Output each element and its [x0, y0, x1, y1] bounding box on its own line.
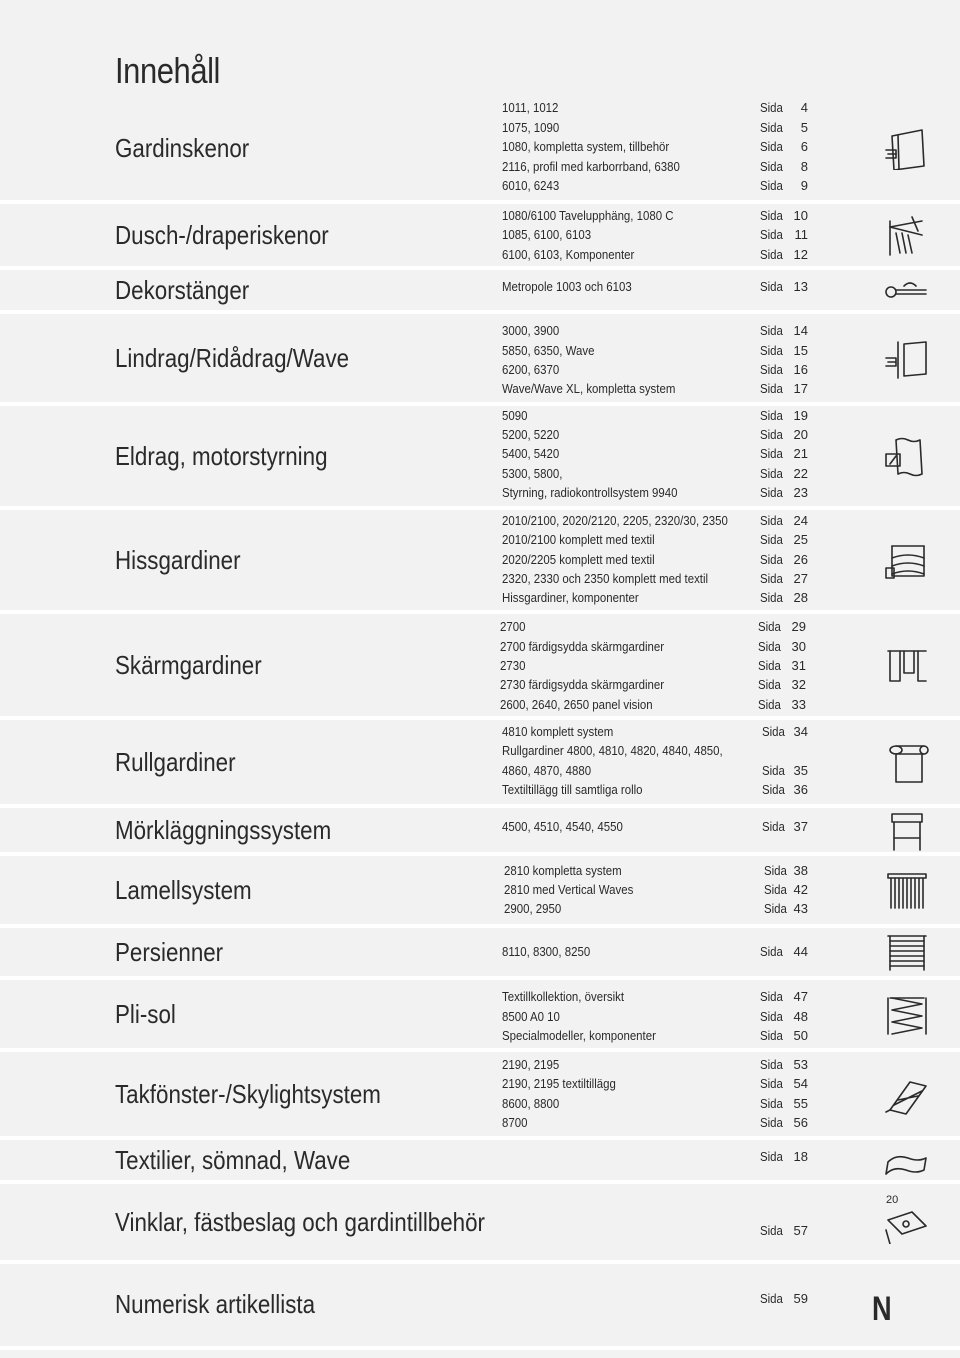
entry-description: 2190, 2195 textiltillägg: [502, 1076, 616, 1091]
toc-entry[interactable]: [0, 741, 960, 761]
entry-page-number: 32: [791, 677, 806, 692]
entry-description: Rullgardiner 4800, 4810, 4820, 4840, 4850,: [502, 743, 723, 758]
entry-description: 1011, 1012: [502, 100, 559, 115]
section-title[interactable]: Skärmgardiner: [115, 650, 262, 680]
entry-page-number: 36: [793, 782, 808, 797]
entry-page-number: 31: [791, 658, 806, 673]
entry-sida-label: Sida: [760, 323, 783, 338]
section-title[interactable]: Textilier, sömnad, Wave: [115, 1145, 351, 1175]
toc-entry[interactable]: [0, 360, 960, 380]
entry-sida-label: Sida: [760, 139, 783, 154]
section-title[interactable]: Dekorstänger: [115, 275, 250, 305]
toc-entry[interactable]: [0, 761, 960, 781]
entry-page-number: 18: [793, 1149, 808, 1164]
motor-control-icon: [882, 434, 930, 478]
entry-sida-label: Sida: [758, 697, 781, 712]
toc-entry[interactable]: [0, 118, 960, 138]
entry-page-number: 12: [793, 247, 808, 262]
entry-sida-label: Sida: [760, 159, 783, 174]
entry-description: 2900, 2950: [504, 901, 562, 916]
page-title: Innehåll: [115, 50, 221, 91]
entry-sida-label: Sida: [760, 1057, 783, 1072]
entry-description: Metropole 1003 och 6103: [502, 279, 632, 294]
entry-page-number: 34: [793, 724, 808, 739]
entry-description: 2116, profil med karborrband, 6380: [502, 159, 680, 174]
entry-page-number: 29: [791, 619, 806, 634]
toc-entry[interactable]: [0, 617, 960, 637]
entry-sida-label: Sida: [758, 619, 781, 634]
entry-page-number: 48: [793, 1009, 808, 1024]
entry-page-number: 8: [800, 159, 808, 174]
venetian-blind-icon: [882, 930, 930, 974]
toc-section: [0, 856, 960, 924]
toc-entry[interactable]: [0, 899, 960, 919]
entry-page-number: 33: [791, 697, 806, 712]
curtain-rod-icon: [882, 270, 930, 314]
entry-page-number: 23: [793, 485, 808, 500]
entry-description: 2730: [500, 658, 526, 673]
entry-sida-label: Sida: [764, 901, 787, 916]
entry-description: 2700 färdigsydda skärmgardiner: [500, 639, 665, 654]
section-title[interactable]: Dusch-/draperiskenor: [115, 220, 329, 250]
toc-entry[interactable]: [0, 98, 960, 118]
entry-page-number: 25: [793, 532, 808, 547]
toc-section: [0, 406, 960, 506]
shower-rail-icon: [882, 213, 930, 257]
entry-description: 3000, 3900: [502, 323, 560, 338]
entry-sida-label: Sida: [760, 408, 783, 423]
entry-sida-label: Sida: [760, 466, 783, 481]
entry-sida-label: Sida: [760, 590, 783, 605]
entry-page-number: 44: [793, 944, 808, 959]
toc-entry[interactable]: [0, 695, 960, 715]
section-title[interactable]: Pli-sol: [115, 999, 176, 1029]
section-title[interactable]: Vinklar, fästbeslag och gardintillbehör: [115, 1207, 486, 1237]
section-title[interactable]: Mörkläggningssystem: [115, 815, 332, 845]
entry-description: 1080/6100 Tavelupphäng, 1080 C: [502, 208, 674, 223]
entry-description: 8500 A0 10: [502, 1009, 560, 1024]
toc-section: [0, 314, 960, 402]
entry-page-number: 26: [793, 552, 808, 567]
entry-page-number: 6: [800, 139, 808, 154]
cord-draw-icon: [882, 336, 930, 380]
entry-description: Hissgardiner, komponenter: [502, 590, 639, 605]
toc-entry[interactable]: [0, 321, 960, 341]
entry-page-number: 35: [793, 763, 808, 778]
toc-entry[interactable]: [0, 722, 960, 742]
section-title[interactable]: Gardinskenor: [115, 133, 250, 163]
roman-blind-icon: [882, 538, 930, 582]
entry-sida-label: Sida: [760, 362, 783, 377]
entry-page-number: 15: [793, 343, 808, 358]
toc-entry[interactable]: [0, 1055, 960, 1075]
entry-page-number: 5: [800, 120, 808, 135]
toc-entry[interactable]: [0, 206, 960, 226]
toc-section: [0, 980, 960, 1048]
toc-section: [0, 1052, 960, 1136]
toc-section: [0, 204, 960, 266]
toc-section: [0, 808, 960, 852]
toc-entry[interactable]: [0, 1094, 960, 1114]
toc-entry[interactable]: [0, 550, 960, 570]
entry-sida-label: Sida: [760, 446, 783, 461]
toc-entry[interactable]: [0, 406, 960, 426]
entry-description: 2190, 2195: [502, 1057, 560, 1072]
entry-description: 1085, 6100, 6103: [502, 227, 592, 242]
vertical-blind-icon: [882, 868, 930, 912]
bracket-icon: [882, 1194, 930, 1244]
toc-section: [0, 510, 960, 610]
toc-entry[interactable]: [0, 817, 960, 837]
toc-entry[interactable]: [0, 588, 960, 608]
entry-sida-label: Sida: [760, 1076, 783, 1091]
entry-sida-label: Sida: [760, 427, 783, 442]
entry-description: 6200, 6370: [502, 362, 560, 377]
entry-page-number: 20: [793, 427, 808, 442]
entry-page-number: 24: [793, 513, 808, 528]
entry-description: 2730 färdigsydda skärmgardiner: [500, 677, 665, 692]
toc-entry[interactable]: [0, 637, 960, 657]
toc-entry[interactable]: [0, 861, 960, 881]
entry-page-number: 4: [800, 100, 808, 115]
section-title[interactable]: Persienner: [115, 937, 224, 967]
toc-entry[interactable]: [0, 176, 960, 196]
toc-section: [0, 928, 960, 976]
entry-page-number: 17: [793, 381, 808, 396]
entry-sida-label: Sida: [760, 247, 783, 262]
pleated-blind-icon: [882, 992, 930, 1036]
entry-page-number: 38: [793, 863, 808, 878]
entry-description: 2020/2205 komplett med textil: [502, 552, 655, 567]
entry-description: 2700: [500, 619, 526, 634]
toc-entry[interactable]: [0, 1026, 960, 1046]
entry-description: 2010/2100, 2020/2120, 2205, 2320/30, 2350: [502, 513, 728, 528]
entry-page-number: 42: [793, 882, 808, 897]
entry-sida-label: Sida: [760, 1009, 783, 1024]
toc-entry[interactable]: [0, 444, 960, 464]
toc-entry[interactable]: [0, 530, 960, 550]
entry-sida-label: Sida: [760, 989, 783, 1004]
skylight-icon: [882, 1072, 930, 1116]
entry-sida-label: Sida: [760, 1223, 783, 1238]
entry-description: 8700: [502, 1115, 528, 1130]
entry-description: Wave/Wave XL, kompletta system: [502, 381, 676, 396]
entry-sida-label: Sida: [760, 1115, 783, 1130]
entry-page-number: 54: [793, 1076, 808, 1091]
toc-entry[interactable]: [0, 987, 960, 1007]
entry-sida-label: Sida: [764, 882, 787, 897]
entry-description: 4500, 4510, 4540, 4550: [502, 819, 623, 834]
entry-page-number: 43: [793, 901, 808, 916]
entry-sida-label: Sida: [758, 639, 781, 654]
toc-entry[interactable]: [0, 277, 960, 297]
toc-section: [0, 1184, 960, 1260]
toc-entry[interactable]: [0, 1147, 960, 1167]
entry-description: 4860, 4870, 4880: [502, 763, 592, 778]
entry-sida-label: Sida: [760, 485, 783, 500]
toc-entry[interactable]: [0, 245, 960, 265]
toc-entry[interactable]: [0, 656, 960, 676]
entry-sida-label: Sida: [760, 1028, 783, 1043]
toc-entry[interactable]: [0, 1113, 960, 1133]
entry-description: 5300, 5800,: [502, 466, 563, 481]
section-title[interactable]: Hissgardiner: [115, 545, 241, 575]
entry-description: 1075, 1090: [502, 120, 560, 135]
toc-section: [0, 1264, 960, 1344]
entry-description: 6010, 6243: [502, 178, 560, 193]
entry-sida-label: Sida: [762, 724, 785, 739]
bracket-dimension-label: 20: [886, 1194, 899, 1206]
section-title[interactable]: Lindrag/Ridådrag/Wave: [115, 343, 350, 373]
entry-sida-label: Sida: [760, 1096, 783, 1111]
entry-page-number: 27: [793, 571, 808, 586]
toc-section: [0, 96, 960, 200]
fabric-icon: [882, 1140, 930, 1184]
toc-entry[interactable]: [0, 1074, 960, 1094]
entry-page-number: 9: [800, 178, 808, 193]
entry-sida-label: Sida: [760, 944, 783, 959]
section-divider: [0, 1346, 960, 1350]
entry-description: 5200, 5220: [502, 427, 560, 442]
entry-description: Textillkollektion, översikt: [502, 989, 625, 1004]
entry-sida-label: Sida: [760, 178, 783, 193]
entry-description: 2600, 2640, 2650 panel vision: [500, 697, 653, 712]
entry-page-number: 56: [793, 1115, 808, 1130]
toc-entry[interactable]: [0, 569, 960, 589]
toc-entry[interactable]: [0, 464, 960, 484]
entry-sida-label: Sida: [762, 819, 785, 834]
toc-entry[interactable]: [0, 511, 960, 531]
entry-page-number: 19: [793, 408, 808, 423]
entry-description: Specialmodeller, komponenter: [502, 1028, 656, 1043]
panel-curtain-icon: [882, 643, 930, 687]
entry-sida-label: Sida: [760, 343, 783, 358]
entry-sida-label: Sida: [764, 863, 787, 878]
toc-entry[interactable]: [0, 1221, 960, 1241]
entry-sida-label: Sida: [760, 571, 783, 586]
entry-sida-label: Sida: [762, 763, 785, 778]
entry-sida-label: Sida: [760, 208, 783, 223]
toc-entry[interactable]: [0, 137, 960, 157]
entry-description: 8110, 8300, 8250: [502, 944, 591, 959]
entry-description: 2810 med Vertical Waves: [504, 882, 634, 897]
entry-page-number: 21: [793, 446, 808, 461]
entry-sida-label: Sida: [760, 552, 783, 567]
entry-description: 2010/2100 komplett med textil: [502, 532, 655, 547]
toc-entry[interactable]: [0, 942, 960, 962]
blackout-system-icon: [882, 808, 930, 852]
entry-description: Textiltillägg till samtliga rollo: [502, 782, 643, 797]
entry-sida-label: Sida: [760, 532, 783, 547]
entry-sida-label: Sida: [760, 1149, 783, 1164]
entry-page-number: 10: [793, 208, 808, 223]
entry-page-number: 16: [793, 362, 808, 377]
entry-sida-label: Sida: [758, 677, 781, 692]
entry-sida-label: Sida: [758, 658, 781, 673]
section-title[interactable]: Numerisk artikellista: [115, 1289, 316, 1319]
toc-entry[interactable]: [0, 379, 960, 399]
entry-page-number: 37: [793, 819, 808, 834]
entry-description: 6100, 6103, Komponenter: [502, 247, 635, 262]
entry-description: Styrning, radiokontrollsystem 9940: [502, 485, 678, 500]
toc-section: [0, 614, 960, 716]
curtain-track-icon: [882, 126, 930, 170]
toc-section: [0, 1140, 960, 1180]
entry-page-number: 55: [793, 1096, 808, 1111]
toc-entry[interactable]: [0, 1289, 960, 1309]
section-title[interactable]: Eldrag, motorstyrning: [115, 441, 328, 471]
entry-page-number: 50: [793, 1028, 808, 1043]
entry-page-number: 47: [793, 989, 808, 1004]
entry-description: 8600, 8800: [502, 1096, 560, 1111]
toc-entry[interactable]: [0, 483, 960, 503]
entry-sida-label: Sida: [760, 100, 783, 115]
toc-section: [0, 270, 960, 310]
toc-entry[interactable]: [0, 425, 960, 445]
entry-description: 5850, 6350, Wave: [502, 343, 595, 358]
entry-sida-label: Sida: [762, 782, 785, 797]
toc-entry[interactable]: [0, 341, 960, 361]
entry-description: 1080, kompletta system, tillbehör: [502, 139, 670, 154]
entry-sida-label: Sida: [760, 1291, 783, 1306]
toc-entry[interactable]: [0, 780, 960, 800]
entry-sida-label: Sida: [760, 227, 783, 242]
entry-sida-label: Sida: [760, 120, 783, 135]
entry-description: 2810 kompletta system: [504, 863, 622, 878]
toc-entry[interactable]: [0, 225, 960, 245]
entry-page-number: 59: [793, 1291, 808, 1306]
entry-page-number: 11: [794, 227, 808, 242]
toc-entry[interactable]: [0, 157, 960, 177]
roller-blind-icon: [882, 740, 930, 784]
entry-page-number: 53: [793, 1057, 808, 1072]
entry-sida-label: Sida: [760, 279, 783, 294]
entry-description: 4810 komplett system: [502, 724, 614, 739]
entry-sida-label: Sida: [760, 381, 783, 396]
entry-description: 2320, 2330 och 2350 komplett med textil: [502, 571, 709, 586]
entry-page-number: 30: [791, 639, 806, 654]
toc-entry[interactable]: [0, 880, 960, 900]
section-title[interactable]: Lamellsystem: [115, 875, 252, 905]
entry-page-number: 13: [793, 279, 808, 294]
letter-n-icon: N: [872, 1290, 892, 1328]
toc-entry[interactable]: [0, 675, 960, 695]
entry-description: 5400, 5420: [502, 446, 560, 461]
section-title[interactable]: Takfönster-/Skylightsystem: [115, 1079, 381, 1109]
entry-page-number: 28: [793, 590, 808, 605]
entry-page-number: 57: [793, 1223, 808, 1238]
entry-sida-label: Sida: [760, 513, 783, 528]
toc-section: [0, 720, 960, 804]
entry-page-number: 22: [793, 466, 808, 481]
toc-entry[interactable]: [0, 1007, 960, 1027]
entry-page-number: 14: [793, 323, 808, 338]
section-title[interactable]: Rullgardiner: [115, 747, 236, 777]
entry-description: 5090: [502, 408, 528, 423]
